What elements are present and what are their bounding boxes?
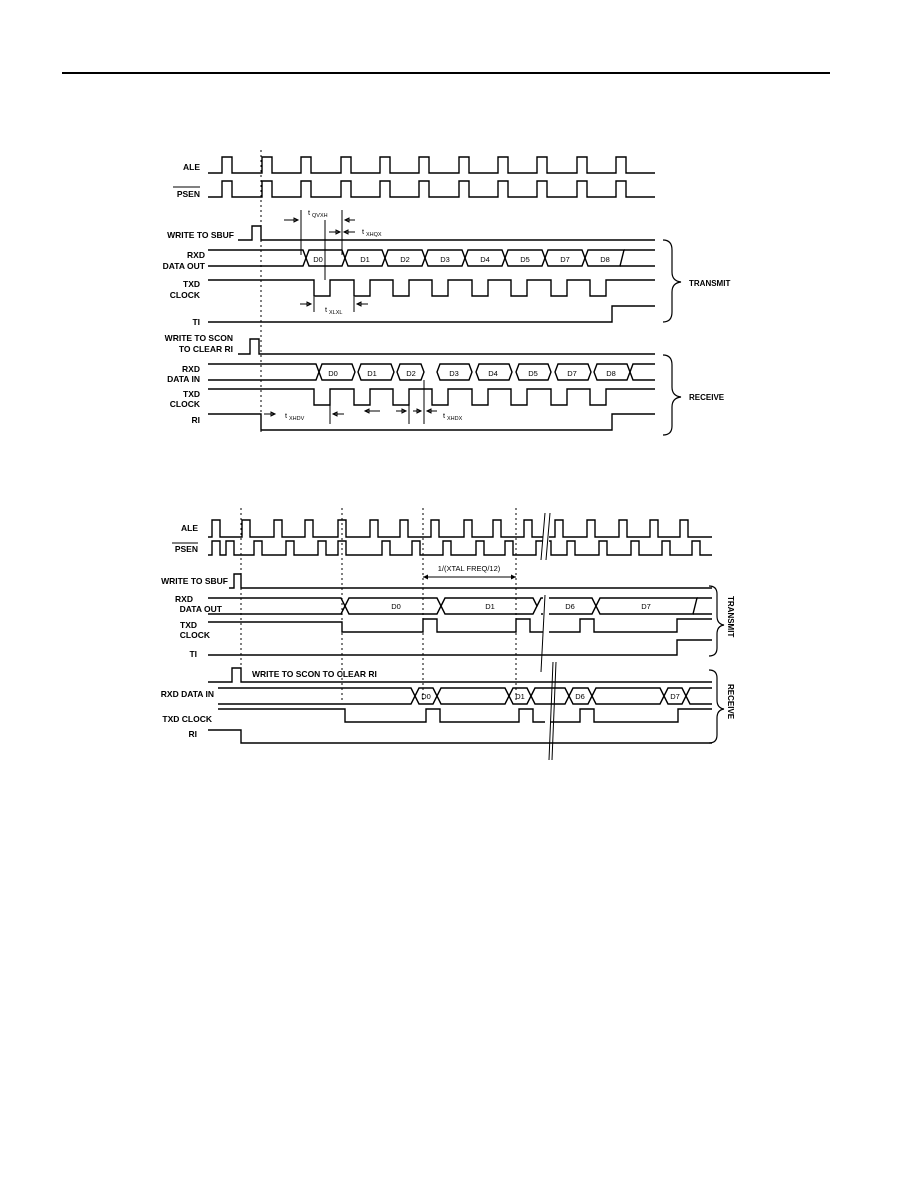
- brace-receive-2: [709, 670, 724, 743]
- label-rxd-out-2b: DATA OUT: [179, 604, 222, 614]
- label-rxd-in-1: RXD: [182, 364, 200, 374]
- t-xhdx-sub: XHDX: [447, 416, 463, 422]
- ri-wave-1: [208, 414, 655, 430]
- rxd-out-2-bit-2: D6: [565, 602, 575, 611]
- rxd-out-2-bit-1: D1: [485, 602, 495, 611]
- label-write-scon-2: WRITE TO SCON TO CLEAR RI: [252, 669, 377, 679]
- rxd-in-2-bit-3: D7: [670, 692, 680, 701]
- t-xhqx-sub: XHQX: [366, 232, 382, 238]
- label-write-sbuf-2: WRITE TO SBUF: [161, 576, 228, 586]
- rxd-in-bit-2: D2: [406, 369, 416, 378]
- txd-clock-receive-2: [218, 709, 712, 722]
- label-transmit-1: TRANSMIT: [689, 279, 731, 288]
- period-annotation: [423, 564, 516, 580]
- diagram-1: [163, 150, 731, 435]
- t-xhdx-t: t: [443, 411, 446, 420]
- label-ri-2: RI: [188, 729, 197, 739]
- label-psen: PSEN: [176, 189, 200, 199]
- label-ti: TI: [192, 317, 200, 327]
- rxd-out-2-bit-0: D0: [391, 602, 401, 611]
- rxd-in-bit-3: D3: [449, 369, 459, 378]
- rxd-out-bus-1: [208, 250, 655, 266]
- t-xhdv-sub: XHDV: [289, 416, 305, 422]
- psen-wave-2: [208, 541, 712, 555]
- rxd-out-bit-1: D1: [360, 255, 370, 264]
- label-psen-2: PSEN: [174, 544, 198, 554]
- break-mark-mid: [541, 595, 545, 672]
- label-write-sbuf: WRITE TO SBUF: [167, 230, 234, 240]
- label-txd-clock-2: TXD CLOCK: [162, 714, 212, 724]
- rxd-out-bit-0: D0: [313, 255, 323, 264]
- label-txd-rx-2: CLOCK: [169, 399, 200, 409]
- label-rxd-out-2: DATA OUT: [162, 261, 205, 271]
- rxd-in-bit-0: D0: [328, 369, 338, 378]
- rxd-in-bus-2: [218, 688, 712, 704]
- t-qvxh-t: t: [308, 208, 311, 217]
- t-xhqx-t: t: [362, 227, 365, 236]
- period-label: 1/(XTAL FREQ/12): [437, 564, 501, 573]
- rxd-out-bit-3: D3: [440, 255, 450, 264]
- rxd-in-2-bit-1: D1: [515, 692, 525, 701]
- rxd-in-bit-7: D8: [606, 369, 616, 378]
- brace-transmit-2: [709, 586, 724, 656]
- rxd-in-bit-4: D4: [488, 369, 498, 378]
- txd-clock-transmit-1: [208, 280, 655, 296]
- label-ale-2: ALE: [181, 523, 198, 533]
- ale-wave-1: [208, 157, 655, 173]
- label-txd-2b: CLOCK: [179, 630, 210, 640]
- label-ale: ALE: [183, 162, 200, 172]
- rxd-in-bit-6: D7: [567, 369, 577, 378]
- label-rxd-out-1: RXD: [187, 250, 205, 260]
- rxd-out-bit-6: D7: [560, 255, 570, 264]
- label-write-scon-1: WRITE TO SCON: [164, 333, 233, 343]
- label-rxd-in-2: RXD DATA IN: [160, 689, 214, 699]
- diagram-2: [161, 508, 735, 760]
- txd-clock-transmit-2: [208, 619, 712, 632]
- rxd-out-bit-4: D4: [480, 255, 490, 264]
- t-xlxl-sub: XLXL: [329, 310, 343, 316]
- t-xhdv-t: t: [285, 411, 288, 420]
- label-txd-rx-1: TXD: [183, 389, 200, 399]
- t-qvxh-sub: QVXH: [312, 213, 328, 219]
- label-write-scon-2: TO CLEAR RI: [178, 344, 233, 354]
- label-ti-2: TI: [189, 649, 197, 659]
- ti-wave-1: [208, 306, 655, 322]
- ti-wave-2: [208, 640, 712, 655]
- write-scon-wave-1: [238, 339, 655, 354]
- label-txd-1: TXD: [183, 279, 200, 289]
- psen-wave-1: [208, 181, 655, 197]
- rxd-out-bit-7: D8: [600, 255, 610, 264]
- t-xlxl-t: t: [325, 305, 328, 314]
- write-sbuf-wave-2: [229, 574, 712, 588]
- rxd-in-2-bit-0: D0: [421, 692, 431, 701]
- label-receive-1: RECEIVE: [689, 393, 725, 402]
- label-rxd-in-2: DATA IN: [167, 374, 200, 384]
- ale-wave-2: [208, 520, 712, 537]
- rxd-in-bit-1: D1: [367, 369, 377, 378]
- rxd-in-bus-1: [208, 364, 655, 380]
- rxd-in-bit-5: D5: [528, 369, 538, 378]
- label-transmit-2: TRANSMIT: [726, 596, 735, 638]
- txd-clock-receive-1: [208, 389, 655, 405]
- ri-wave-2: [208, 730, 712, 743]
- break-mark-bottom: [549, 662, 556, 760]
- rxd-out-2-bit-3: D7: [641, 602, 651, 611]
- rxd-out-bit-2: D2: [400, 255, 410, 264]
- label-ri: RI: [191, 415, 200, 425]
- label-rxd-out-2a: RXD: [175, 594, 193, 604]
- brace-transmit-1: [663, 240, 681, 322]
- rxd-in-2-bit-2: D6: [575, 692, 585, 701]
- label-txd-2: CLOCK: [169, 290, 200, 300]
- label-receive-2: RECEIVE: [726, 684, 735, 720]
- rxd-out-bus-2: [208, 598, 712, 614]
- rxd-out-bit-5: D5: [520, 255, 530, 264]
- brace-receive-1: [663, 355, 681, 435]
- label-txd-2a: TXD: [180, 620, 197, 630]
